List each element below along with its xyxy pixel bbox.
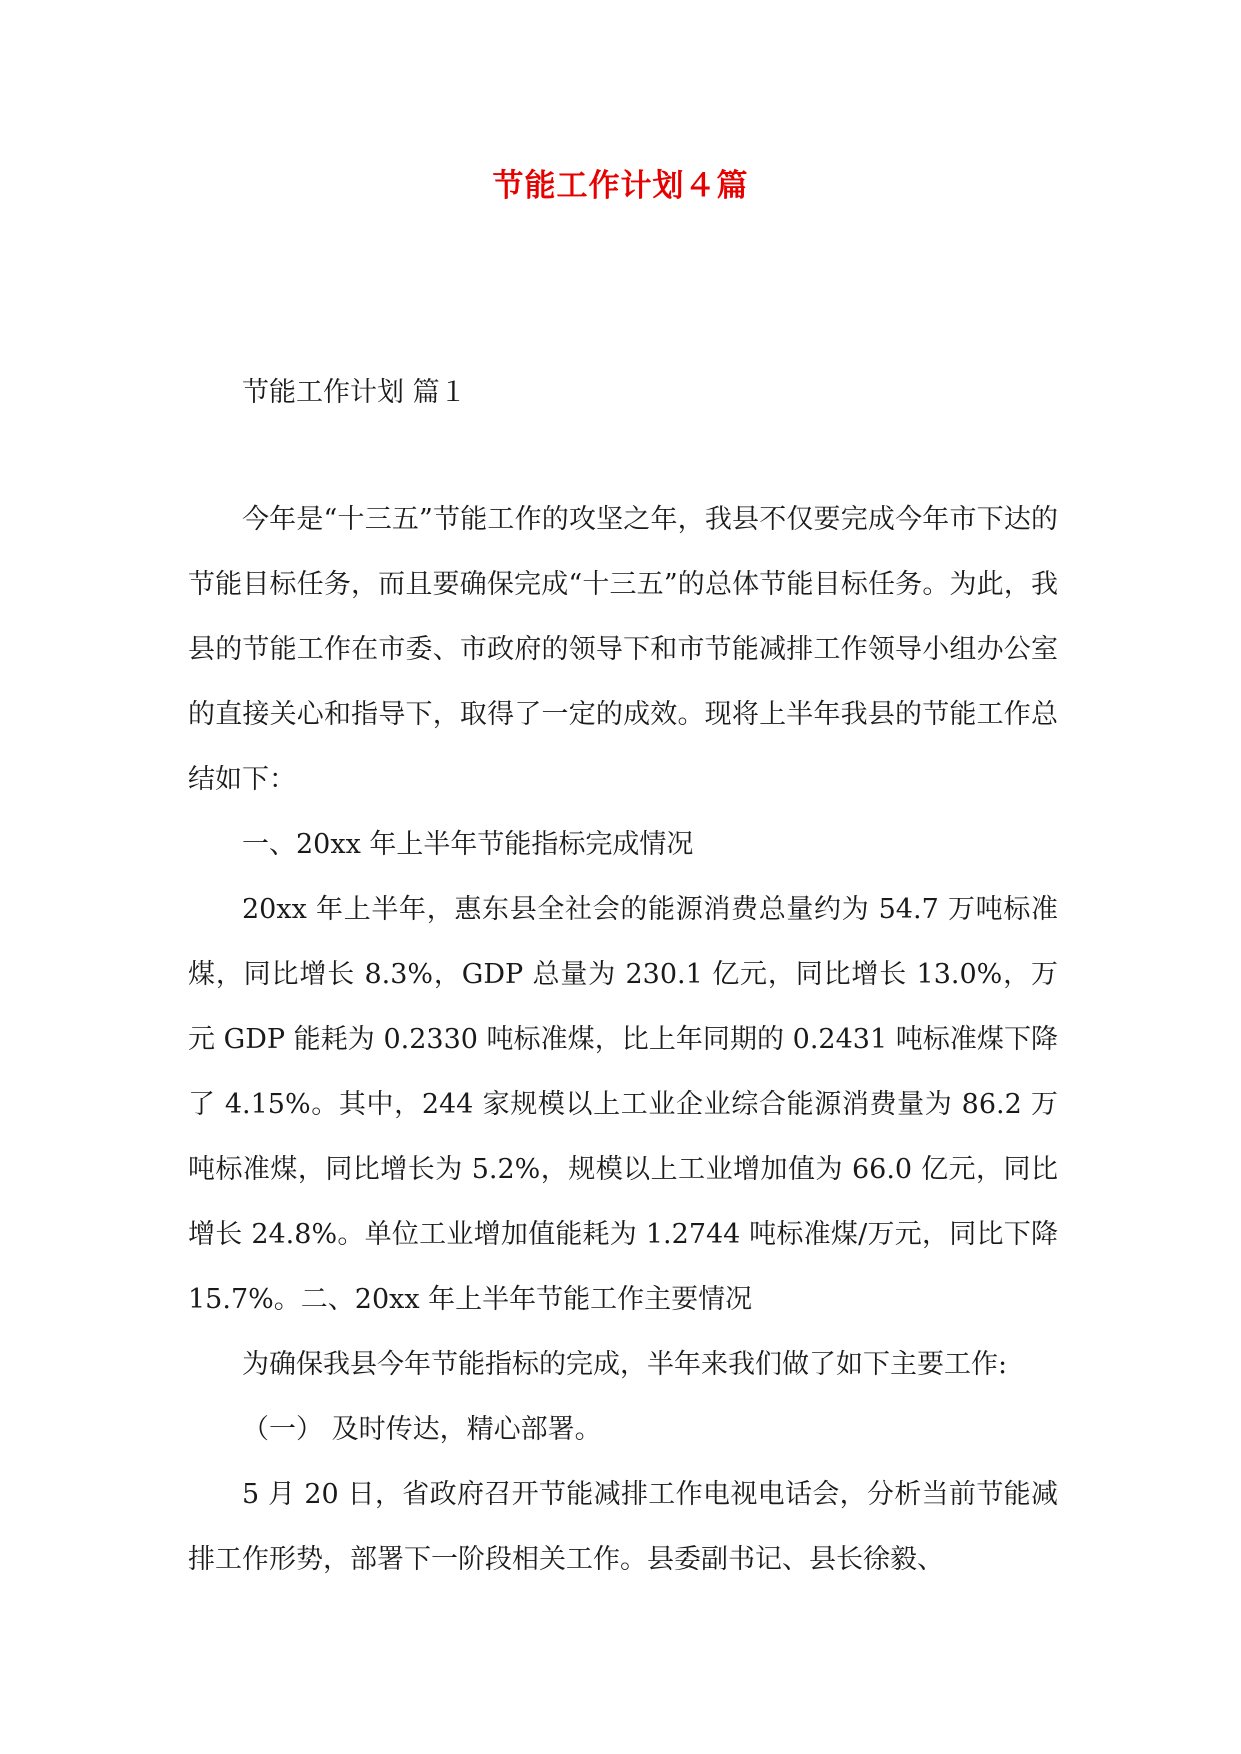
paragraph-energy-stats: 20xx 年上半年，惠东县全社会的能源消费总量约为 54.7 万吨标准煤，同比增长 8.3%，GDP 总量为 230.1 亿元，同比增长 13.0%，万元 GDP 能耗为 0.2330 吨标准煤，比上年同期的 0.2431 吨标准煤下降了 4.15%。其中，244 家规模以上工业企业综合能源消费量为 86.2 万吨标准煤，同比增长为 5.2%，规模以上工业增加值为 66.0 亿元，同比增长 24.8%。单位工业增加值能耗为 1.2744 吨标准煤/万元，同比下降 15.7%。二、20xx 年上半年节能工作主要情况 — [188, 894, 1058, 1315]
paragraph-heading-1: 一、20xx 年上半年节能指标完成情况 — [242, 829, 694, 860]
paragraph-intro: 今年是“十三五”节能工作的攻坚之年，我县不仅要完成今年市下达的节能目标任务，而且要确保完成“十三五”的总体节能目标任务。为此，我县的节能工作在市委、市政府的领导下和市节能减排工作领导小组办公室的直接关心和指导下，取得了一定的成效。现将上半年我县的节能工作总结如下： — [188, 504, 1058, 795]
section-heading: 节能工作计划 篇１ — [242, 377, 467, 408]
document-title: 节能工作计划４篇 — [492, 168, 749, 204]
paragraph-work-intro: 为确保我县今年节能指标的完成，半年来我们做了如下主要工作: — [242, 1349, 1008, 1380]
paragraph-subheading-1: （一） 及时传达，精心部署。 — [242, 1414, 602, 1445]
document-body — [188, 360, 1058, 1592]
paragraph-meeting: 5 月 20 日，省政府召开节能减排工作电视电话会，分析当前节能减排工作形势，部署下一阶段相关工作。县委副书记、县长徐毅、 — [188, 1479, 1058, 1575]
